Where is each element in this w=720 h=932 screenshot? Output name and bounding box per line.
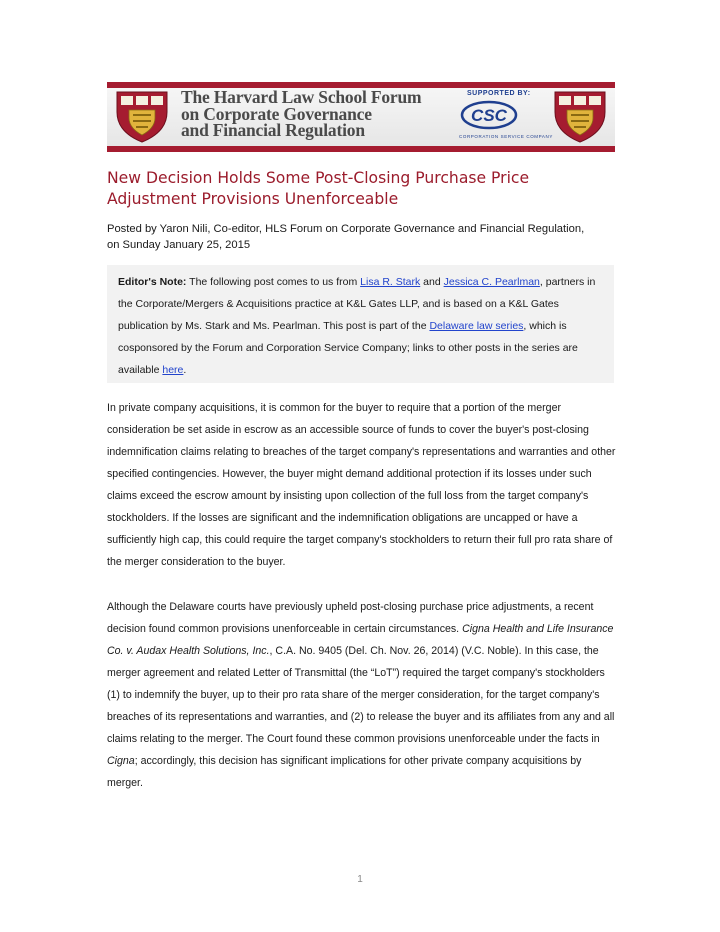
csc-logo-text: CSC [471,106,507,125]
author-link-jessica-pearlman[interactable]: Jessica C. Pearlman [443,276,540,288]
forum-title-line-1: The Harvard Law School Forum [181,87,422,107]
harvard-shield-logo-right [549,90,611,144]
delaware-law-series-link[interactable]: Delaware law series [429,320,524,332]
body-paragraph-2 [107,596,617,794]
editors-note-text-4: , which is cosponsored by the Forum and Corporation Service Company; links to other posts in the series are available [118,320,578,376]
author-link-lisa-stark[interactable]: Lisa R. Stark [360,276,421,288]
case-name: Cigna Health and Life Insurance Co. v. Audax Health Solutions, Inc. [107,623,614,657]
posted-by-line-1: Posted by Yaron Nili, Co-editor, HLS Forum on Corporate Governance and Financial Regulation, [107,223,585,235]
csc-logo [459,98,529,132]
case-short-name: Cigna [107,755,135,767]
series-here-link[interactable]: here [162,364,184,376]
body-paragraph-2-text-c: ; accordingly, this decision has significant implications for other private company acquisitions by merger. [107,755,582,789]
body-paragraph-2-text-b: , C.A. No. 9405 (Del. Ch. Nov. 26, 2014) (V.C. Noble). In this case, the merger agreement and related Letter of Transmittal (the “LoT”) required the target company's stockholders (1) to indemnify the buyer, up to their pro rata share of the merger consideration, for the target company's breaches of its representations and warranties, and (2) to release the buyer and its affiliates from any and all claims relating to the merger. The Court found these common provisions unenforceable under the facts in [107,645,615,745]
forum-banner [107,82,615,152]
forum-title-line-2: on Corporate Governance [181,103,372,124]
editors-note-box [107,265,614,383]
body-paragraph-2-text-a: Although the Delaware courts have previously upheld post-closing purchase price adjustments, a recent decision found common provisions unenforceable in certain circumstances. [107,601,594,635]
editors-note-label: Editor's Note: [118,276,187,288]
csc-tagline: CORPORATION SERVICE COMPANY [459,134,553,139]
editors-note-text-2: and [420,276,444,288]
editors-note-text-1: The following post comes to us from [186,276,361,288]
posted-by-line [107,221,617,253]
body-paragraph-1: In private company acquisitions, it is common for the buyer to require that a portion of the merger consideration be set aside in escrow as an accessible source of funds to cover the buyer's post-closing indemnification claims relating to breaches of the target company's representations and warranties and other specified contingencies. However, the buyer might demand additional protection if its losses under such claims exceed the escrow amount by insisting upon collection of the full loss from the target company's stockholders. If the losses are significant and the indemnification obligations are uncapped or have a sufficiently high cap, this could require the target company's stockholders to return their full pro rata share of the merger consideration to the buyer. [107,402,616,568]
posted-by-line-2: on Sunday January 25, 2015 [107,239,251,251]
forum-title [181,89,461,139]
supported-by-label: SUPPORTED BY: [467,90,531,97]
editors-note-text-3: , partners in the Corporate/Mergers & Acquisitions practice at K&L Gates LLP, and is based on a K&L Gates publication by Ms. Stark and Ms. Pearlman. This post is part of the [118,276,596,332]
forum-title-line-3: and Financial Regulation [181,120,365,140]
article-title: New Decision Holds Some Post-Closing Purchase Price Adjustment Provisions Unenforceable [107,169,530,208]
editors-note-text-5: . [183,364,187,376]
harvard-shield-logo-left [111,90,173,144]
page-number: 1 [357,874,363,885]
